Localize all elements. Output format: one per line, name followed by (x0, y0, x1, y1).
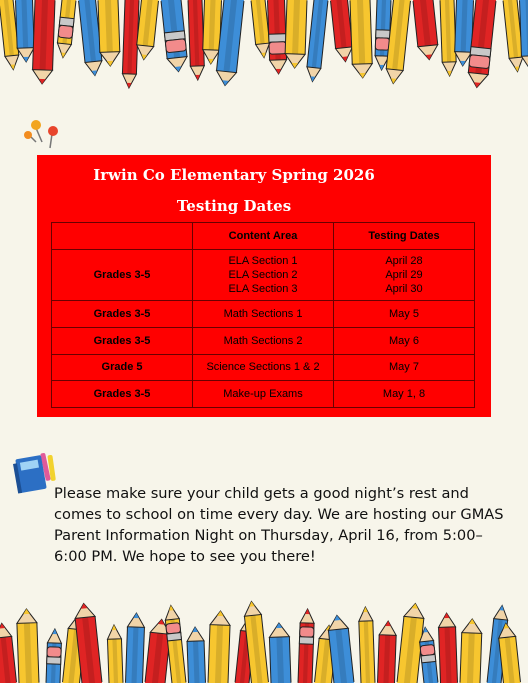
pencil-icon (377, 621, 396, 683)
pencil-icon (125, 613, 145, 683)
table-row (52, 381, 475, 408)
pencil-border-icon (0, 0, 528, 92)
content-line: ELA Section 2 (228, 268, 298, 281)
content-line: ELA Section 1 (228, 254, 298, 267)
dates-cell: May 5 (334, 301, 475, 328)
table-row (52, 354, 475, 381)
pencil-icon (56, 0, 76, 58)
pencil-icon (350, 0, 373, 78)
grade-cell: Grades 3-5 (52, 381, 193, 408)
date-line: April 29 (385, 268, 423, 281)
pencil-border-icon (0, 600, 528, 683)
pencil-icon (305, 0, 328, 82)
bottom-pencil-border (0, 600, 528, 683)
table-row (52, 327, 475, 354)
grade-cell: Grades 3-5 (52, 327, 193, 354)
pushpin-icon (22, 118, 64, 154)
pencil-icon (46, 629, 62, 683)
content-cell: Make-up Exams (193, 381, 334, 408)
dates-cell: May 6 (334, 327, 475, 354)
pencil-icon (285, 0, 308, 68)
dates-cell (334, 249, 475, 300)
pencil-icon (440, 0, 457, 76)
pencil-icon (269, 623, 291, 683)
pencil-icon (0, 622, 17, 683)
pencil-icon (298, 609, 315, 683)
content-cell: Science Sections 1 & 2 (193, 354, 334, 381)
content-cell: Math Sections 1 (193, 301, 334, 328)
table-row (52, 301, 475, 328)
pencil-icon (358, 607, 375, 683)
pencil-icon (107, 625, 123, 683)
table-row (52, 249, 475, 300)
grade-cell: Grades 3-5 (52, 249, 193, 300)
pencil-icon (188, 0, 205, 80)
pencil-icon (187, 627, 206, 683)
dates-cell: May 7 (334, 354, 475, 381)
grade-cell: Grades 3-5 (52, 301, 193, 328)
content-cell: Math Sections 2 (193, 327, 334, 354)
grade-cell: Grade 5 (52, 354, 193, 381)
date-line: April 28 (385, 254, 423, 267)
header-content-area: Content Area (193, 223, 334, 250)
header-testing-dates: Testing Dates (334, 223, 475, 250)
pencil-icon (16, 609, 39, 683)
card-subtitle: Testing Dates (176, 197, 292, 215)
pencil-icon (267, 0, 287, 74)
table-header-row (52, 223, 475, 250)
card-title: Irwin Co Elementary Spring 2026 (93, 166, 375, 184)
pencil-icon (208, 611, 231, 683)
header-grade (52, 223, 193, 250)
pencil-icon (161, 0, 189, 73)
testing-dates-card (37, 155, 491, 417)
date-line: April 30 (385, 282, 423, 295)
testing-schedule-table (51, 222, 475, 408)
dates-cell: May 1, 8 (334, 381, 475, 408)
top-pencil-border (0, 0, 528, 92)
content-line: ELA Section 3 (228, 282, 298, 295)
pencil-icon (413, 0, 440, 61)
pencil-icon (32, 0, 55, 84)
pencil-icon (438, 613, 458, 683)
parent-message: Please make sure your child gets a good night’s rest and comes to school on time every day. We are hosting our GMAS Parent Information Night on Thursday, April 16, from 5:00–6:00 PM. We hope to see you there! (54, 485, 504, 565)
pencil-icon (460, 619, 482, 683)
content-cell (193, 249, 334, 300)
